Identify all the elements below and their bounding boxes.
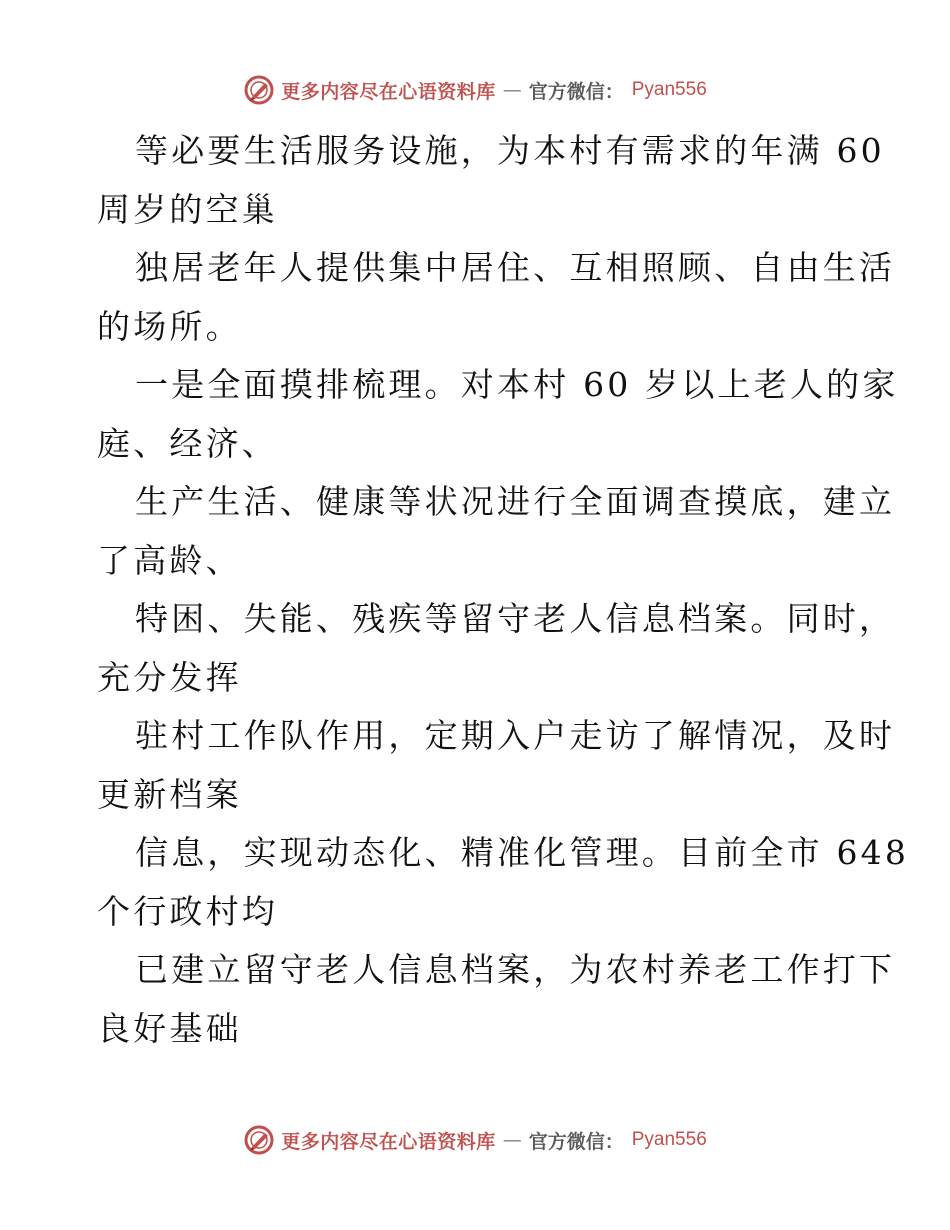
document-body [97,122,910,1058]
watermark-wechat-id: Pyan556 [631,1129,707,1150]
watermark-dash: — [502,1129,522,1151]
watermark-wechat-id: Pyan556 [631,79,707,100]
header-watermark [0,70,950,110]
pen-logo-icon [243,74,275,106]
footer-watermark [0,1120,950,1160]
pen-logo-icon [243,1124,275,1156]
body-line: 的场所。 [97,306,242,346]
watermark-dash: — [502,79,522,101]
body-line: 了高龄、 [97,540,242,580]
body-line: 更新档案 [97,774,242,814]
watermark-group [243,74,707,106]
body-line: 已建立留守老人信息档案，为农村养老工作打下 [135,950,896,989]
body-line: 特困、失能、残疾等留守老人信息档案。同时， [135,599,896,638]
body-line: 良好基础 [97,1008,242,1048]
body-line: 信息，实现动态化、精准化管理。目前全市 648 [135,833,910,872]
body-line: 周岁的空巢 [97,189,278,229]
watermark-wechat-label: 官方微信： [528,80,624,103]
body-line: 一是全面摸排梳理。对本村 60 岁以上老人的家 [135,365,899,404]
body-line: 驻村工作队作用，定期入户走访了解情况，及时 [135,716,896,755]
watermark-group [243,1124,707,1156]
watermark-wechat-label: 官方微信： [528,1130,624,1153]
body-line: 庭、经济、 [97,423,278,463]
body-line: 独居老年人提供集中居住、互相照顾、自由生活 [135,248,896,287]
watermark-brand-text: 更多内容尽在心语资料库 [281,80,496,103]
watermark-brand-text: 更多内容尽在心语资料库 [281,1130,496,1153]
body-line: 个行政村均 [97,891,278,931]
body-line: 生产生活、健康等状况进行全面调查摸底，建立 [135,482,896,521]
body-line: 等必要生活服务设施，为本村有需求的年满 60 [135,131,885,170]
body-line: 充分发挥 [97,657,242,697]
